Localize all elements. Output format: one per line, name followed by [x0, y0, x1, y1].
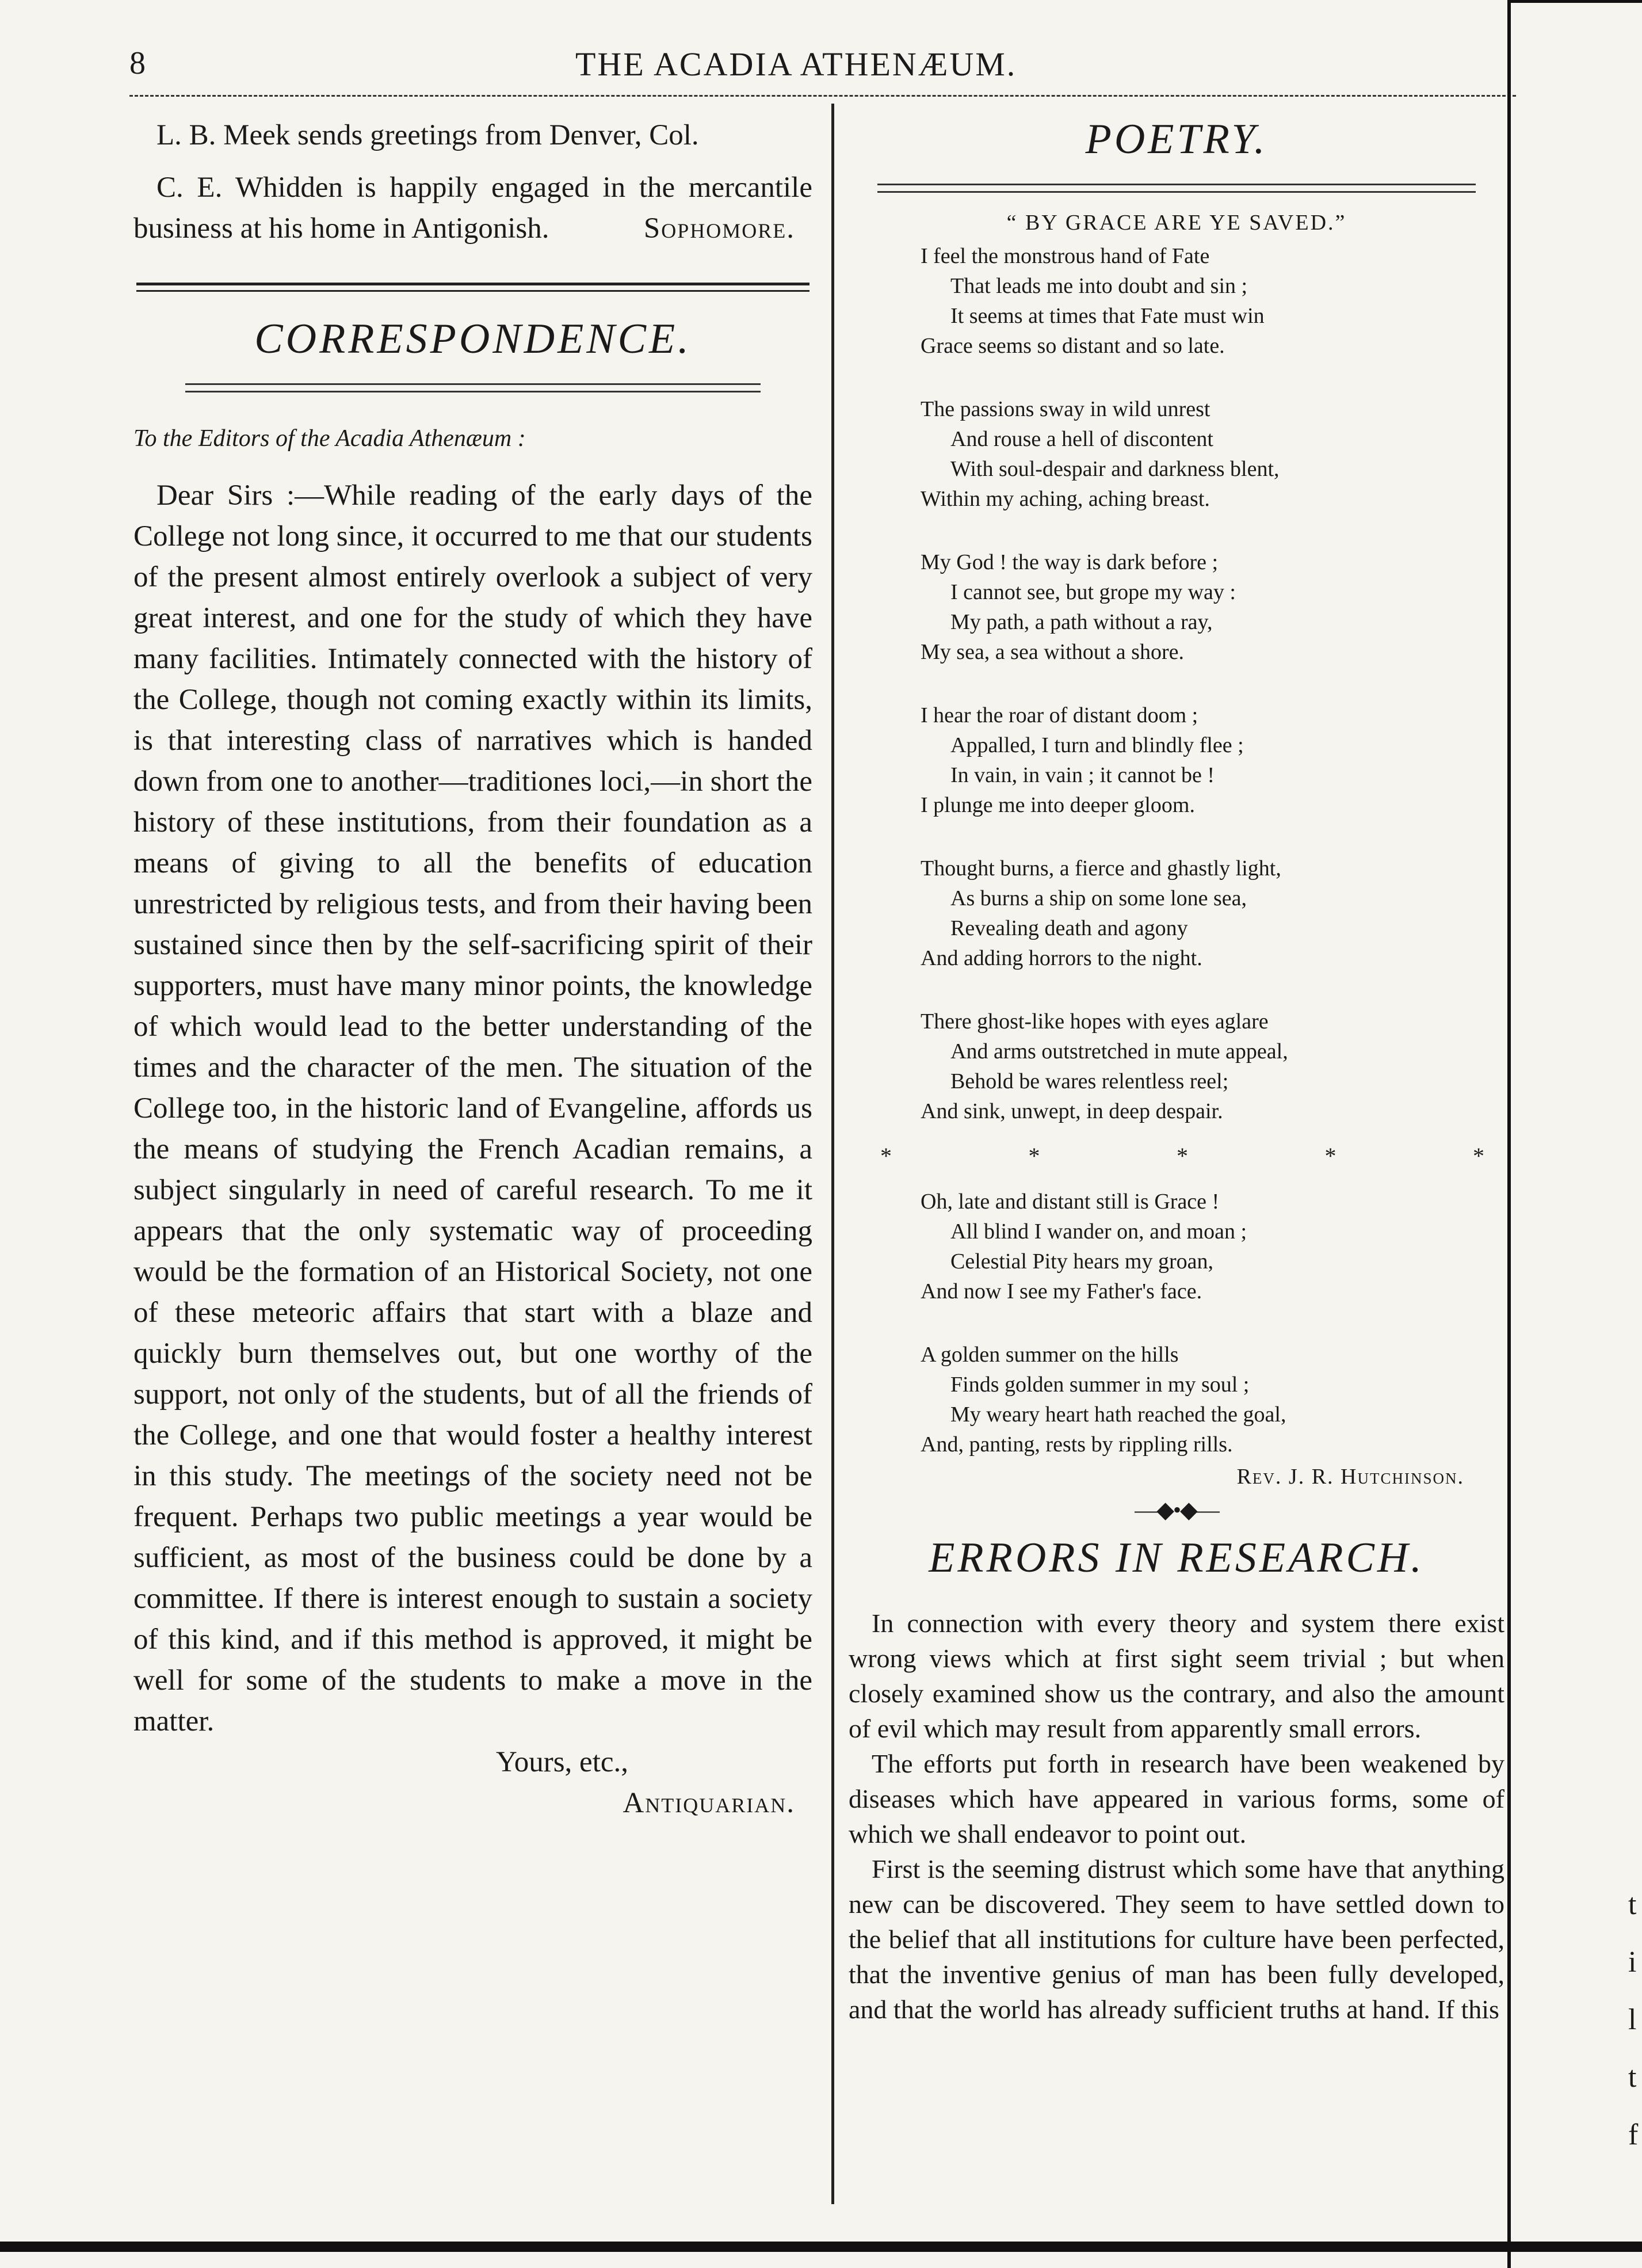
errors-paragraph: The efforts put forth in research have been weakened by diseases which have appeared in various forms, some of which we shall endeavor to point out.: [849, 1749, 1504, 1848]
poem-line: A golden summer on the hills: [921, 1343, 1179, 1367]
poem-line: And now I see my Father's face.: [921, 1279, 1202, 1303]
column-divider: [831, 104, 834, 2204]
poem-line: The passions sway in wild unrest: [921, 397, 1211, 421]
poem-line: Within my aching, aching breast.: [921, 487, 1210, 511]
poem-line: And sink, unwept, in deep despair.: [921, 1099, 1223, 1123]
page-number: 8: [129, 45, 146, 81]
poem-line: Thought burns, a fierce and ghastly light,: [921, 856, 1281, 880]
poem-line: I cannot see, but grope my way :: [950, 580, 1236, 604]
poem-line: There ghost-like hopes with eyes aglare: [921, 1009, 1269, 1034]
margin-glyph: t: [1628, 2061, 1637, 2094]
poem-line: I hear the roar of distant doom ;: [921, 703, 1198, 727]
poem-stanza: [921, 1007, 1504, 1126]
bottom-rule: [0, 2242, 1642, 2252]
letter-closing: Yours, etc.,: [496, 1746, 628, 1778]
poem-line: Behold be wares relentless reel;: [950, 1069, 1229, 1093]
errors-paragraph: First is the seeming distrust which some have that anything new can be discovered. They seem to have settled down to the belief that all institutions for culture have been perfected, that the inventive genius of man has been fully developed, and that the world has already sufficient truths at hand. If this: [849, 1854, 1504, 2024]
star-glyph: *: [1473, 1143, 1484, 1169]
adjacent-page-margin: [1628, 1876, 1642, 2164]
poem-line: It seems at times that Fate must win: [950, 304, 1265, 328]
poem-line: Finds golden summer in my soul ;: [950, 1373, 1250, 1397]
poem-line: And adding horrors to the night.: [921, 946, 1202, 970]
letter-signature: Antiquarian.: [623, 1787, 795, 1819]
poem-line: Celestial Pity hears my groan,: [950, 1249, 1213, 1274]
poem-line: My sea, a sea without a shore.: [921, 640, 1184, 664]
poem-stanza: [921, 1187, 1504, 1306]
poem-stanza: [921, 700, 1504, 820]
star-glyph: *: [1177, 1143, 1188, 1169]
poem-line: Appalled, I turn and blindly flee ;: [950, 733, 1244, 757]
poem-line: That leads me into doubt and sin ;: [950, 274, 1248, 298]
poem-line: My weary heart hath reached the goal,: [950, 1402, 1286, 1427]
section-rule: [136, 283, 809, 292]
header-rule: [129, 95, 1516, 97]
ornament-divider: —◆•◆—: [1135, 1497, 1219, 1523]
section-rule: [877, 184, 1476, 193]
poem-stanza: [921, 853, 1504, 973]
poem-signature: Rev. J. R. Hutchinson.: [1236, 1465, 1464, 1489]
poetry-title: POETRY.: [1085, 116, 1268, 163]
poem-line: All blind I wander on, and moan ;: [950, 1219, 1247, 1244]
personal-note: C. E. Whidden is happily engaged in the mercantile business at his home in Antigonish.: [133, 171, 812, 245]
poem-line: Grace seems so distant and so late.: [921, 334, 1225, 358]
poem-stanza: [921, 241, 1504, 361]
errors-paragraph: In connection with every theory and system there exist wrong views which at first sight seem trivial ; but when closely examined show us the contrary, and also the amount of evil which may result from apparently small errors.: [849, 1608, 1504, 1743]
poem-line: As burns a ship on some lone sea,: [950, 886, 1247, 910]
right-column: [849, 115, 1504, 2027]
right-edge-top-rule: [1507, 0, 1642, 3]
margin-glyph: i: [1628, 1946, 1637, 1979]
poem-line: I plunge me into deeper gloom.: [921, 793, 1195, 817]
personal-note: L. B. Meek sends greetings from Denver, Col.: [156, 119, 699, 151]
poem-line: Revealing death and agony: [950, 916, 1188, 940]
poem-line: I feel the monstrous hand of Fate: [921, 244, 1210, 268]
poem-line: With soul-despair and darkness blent,: [950, 457, 1280, 481]
poem-line: Oh, late and distant still is Grace !: [921, 1190, 1220, 1214]
poem-stanza: [921, 394, 1504, 514]
section-rule: [185, 383, 761, 392]
star-divider: [849, 1142, 1504, 1169]
correspondence-title: CORRESPONDENCE.: [254, 315, 692, 363]
notes-signature: Sophomore.: [643, 212, 795, 245]
star-glyph: *: [1324, 1143, 1336, 1169]
poem-line: My path, a path without a ray,: [950, 610, 1213, 634]
errors-title: ERRORS IN RESEARCH.: [929, 1534, 1425, 1581]
running-title: THE ACADIA ATHENÆUM.: [575, 45, 1017, 83]
right-edge-rule: [1507, 0, 1511, 2268]
margin-glyph: l: [1628, 2003, 1637, 2036]
poem-stanza: [921, 547, 1504, 667]
star-glyph: *: [880, 1143, 892, 1169]
poem-title: “ BY GRACE ARE YE SAVED.”: [1006, 211, 1347, 235]
poem-line: In vain, in vain ; it cannot be !: [950, 763, 1215, 787]
star-glyph: *: [1028, 1143, 1040, 1169]
poem-stanza: [921, 1340, 1504, 1459]
poem-line: And arms outstretched in mute appeal,: [950, 1039, 1288, 1064]
margin-glyph: f: [1628, 2118, 1639, 2151]
margin-glyph: t: [1628, 1888, 1637, 1921]
poem-line: My God ! the way is dark before ;: [921, 550, 1219, 574]
poem-line: And rouse a hell of discontent: [950, 427, 1213, 451]
left-column: [133, 115, 812, 1824]
poem-line: And, panting, rests by rippling rills.: [921, 1432, 1233, 1457]
letter-body: Dear Sirs :—While reading of the early days of the College not long since, it occurred to me that our students of the present almost entirely overlook a subject of very great interest, and one for the study of which they have many facilities. Intimately connected with the history of the College, though not coming exactly within its limits, is that interesting class of narratives which is handed down from one to another—traditiones loci,—in short the history of these institutions, from their foundation as a means of giving to all the benefits of education unrestricted by religious tests, and from their having been sustained since then by the self-sacrificing spirit of their supporters, must have many minor points, the knowledge of which would lead to the better understanding of the times and the character of the men. The situation of the College too, in the historic land of Evangeline, affords us the means of studying the French Acadian remains, a subject singularly in need of careful research. To me it appears that the only systematic way of proceeding would be the formation of an Historical Society, not one of these meteoric affairs that start with a blaze and quickly burn themselves out, but one worthy of the support, not only of the students, but of all the friends of the College, and one that would foster a healthy interest in this study. The meetings of the society need not be frequent. Perhaps two public meetings a year would be sufficient, as most of the business could be done by a committee. If there is interest enough to sustain a society of this kind, and if this method is approved, it might be well for some of the students to make a move in the matter.: [133, 479, 812, 1737]
letter-salutation: To the Editors of the Acadia Athenæum :: [133, 425, 526, 452]
